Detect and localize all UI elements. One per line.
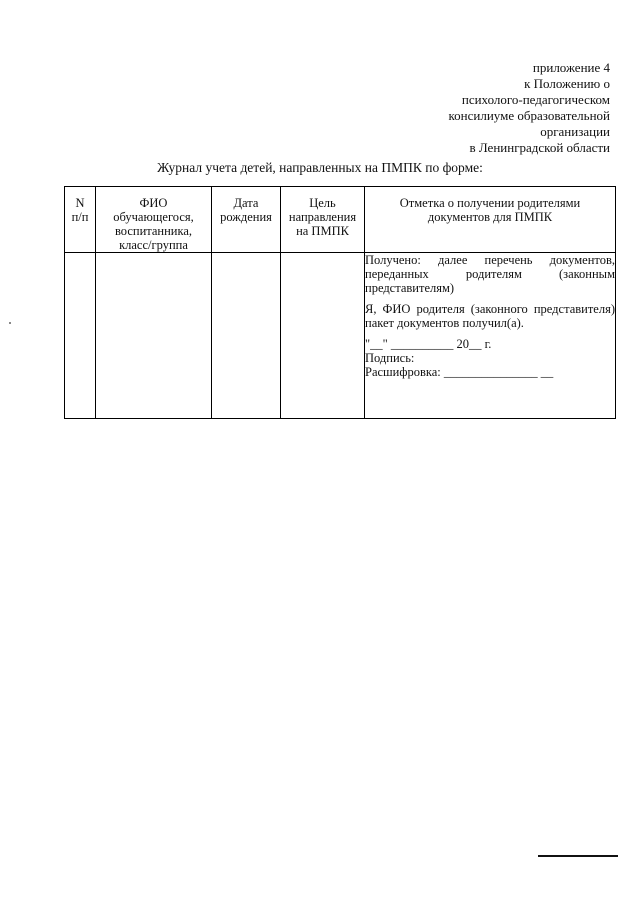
journal-table: [64, 186, 616, 419]
table-header-row: [65, 187, 616, 253]
appendix-header-line: приложение 4: [532, 60, 610, 75]
column-header-line: п/п: [71, 210, 89, 224]
column-header-line: N: [75, 196, 85, 210]
appendix-header-line: в Ленинградской области: [469, 140, 610, 155]
cell-number: [65, 253, 96, 419]
column-header-line: направления: [288, 210, 357, 224]
appendix-header-line: психолого-педагогическом: [461, 92, 610, 107]
date-line: "__" __________ 20__ г.: [365, 337, 492, 351]
cell-receipt-mark: [365, 253, 616, 419]
column-header-number: [65, 187, 96, 253]
received-documents-text: Получено: далее перечень документов, переданных родителям (законным представителям): [365, 253, 615, 295]
appendix-header-line: к Положению о: [524, 76, 610, 91]
cell-referral-purpose: [281, 253, 365, 419]
signature-label: Подпись:: [365, 351, 415, 365]
journal-title: Журнал учета детей, направленных на ПМПК по форме:: [157, 160, 483, 175]
column-header-line: рождения: [220, 210, 272, 224]
column-header-line: воспитанника,: [114, 224, 193, 238]
column-header-line: класс/группа: [119, 238, 188, 252]
column-header-line: Отметка о получении родителями: [399, 196, 581, 210]
column-header-receipt-mark: [365, 187, 616, 253]
column-header-birth-date: [212, 187, 281, 253]
column-header-line: Цель: [309, 196, 336, 210]
appendix-header: [449, 60, 610, 156]
column-header-line: Дата: [233, 196, 259, 210]
bottom-rule-line: [538, 855, 618, 857]
signature-decoding-line: Расшифровка: _______________ __: [365, 365, 554, 379]
column-header-line: документов для ПМПК: [427, 210, 553, 224]
column-header-line: на ПМПК: [296, 224, 349, 238]
parent-statement-text: Я, ФИО родителя (законного представителя) пакет документов получил(а).: [365, 302, 615, 330]
column-header-student-name: [96, 187, 212, 253]
column-header-line: ФИО: [139, 196, 168, 210]
table-row: [65, 253, 616, 419]
cell-student-name: [96, 253, 212, 419]
cell-birth-date: [212, 253, 281, 419]
appendix-header-line: организации: [540, 124, 610, 139]
column-header-referral-purpose: [281, 187, 365, 253]
scan-speck: [9, 322, 11, 324]
column-header-line: обучающегося,: [113, 210, 194, 224]
appendix-header-line: консилиуме образовательной: [448, 108, 610, 123]
